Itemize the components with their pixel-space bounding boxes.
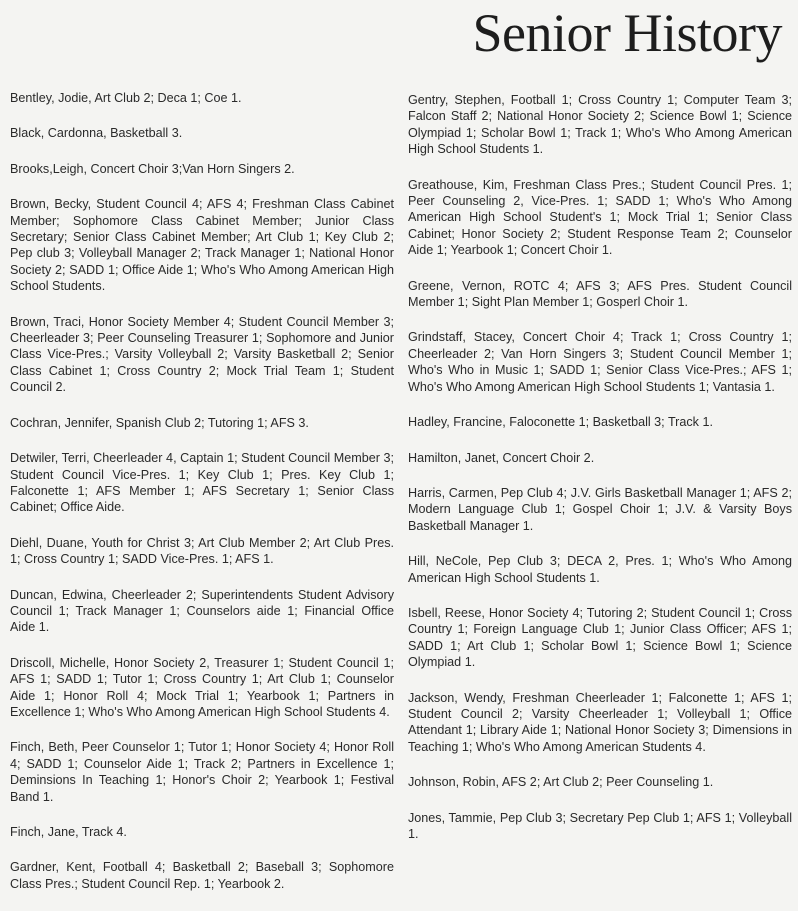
- senior-entry: Finch, Jane, Track 4.: [10, 825, 127, 839]
- senior-entry: Duncan, Edwina, Cheerleader 2; Superintendents Student Advisory Council 1; Track Manager 1; Counselors aide 1; Financial Office Aide 1.: [10, 587, 394, 635]
- senior-entry: Hill, NeCole, Pep Club 3; DECA 2, Pres. 1; Who's Who Among American High School Students 1.: [408, 554, 792, 585]
- senior-entry: Bentley, Jodie, Art Club 2; Deca 1; Coe 1.: [10, 91, 242, 105]
- senior-entry: Cochran, Jennifer, Spanish Club 2; Tutoring 1; AFS 3.: [10, 415, 309, 430]
- senior-entry: Grindstaff, Stacey, Concert Choir 4; Track 1; Cross Country 1; Cheerleader 2; Van Horn Singers 3; Student Council Member 1; Who's Who in Music 1; SADD 1; Senior Class Vice-Pres.; AFS 1; Who's Who Among American High School Students 1; Vantasia 1.: [408, 330, 792, 394]
- senior-entry: Brown, Becky, Student Council 4; AFS 4; Freshman Class Cabinet Member; Sophomore Class Cabinet Member; Junior Class Secretary; Senior Class Cabinet Member; Art Club 1; Key Club 2; Pep club 3; Volleyball Manager 2; Track Manager 1; National Honor Society 2; SADD 1; Office Aide 1; Who's Who Among American High School Students.: [10, 197, 394, 294]
- senior-entry: Black, Cardonna, Basketball 3.: [10, 126, 183, 141]
- senior-entry: Driscoll, Michelle, Honor Society 2, Treasurer 1; Student Council 1; AFS 1; SADD 1; Tutor 1; Cross Country 1; Art Club 1; Counselor Aide 1; Honor Roll 4; Mock Trial 1; Yearbook 1; Partners in Excellence 1; Who's Who Among American High School Students 4.: [10, 655, 394, 719]
- senior-entry: Gardner, Kent, Football 4; Basketball 2; Baseball 3; Sophomore Class Pres.; Student Council Rep. 1; Yearbook 2.: [10, 860, 394, 891]
- senior-entry: Jones, Tammie, Pep Club 3; Secretary Pep Club 1; AFS 1; Volleyball 1.: [408, 810, 792, 841]
- senior-entry: Hamilton, Janet, Concert Choir 2.: [408, 450, 595, 465]
- senior-entry: Diehl, Duane, Youth for Christ 3; Art Club Member 2; Art Club Pres. 1; Cross Country 1; SADD Vice-Pres. 1; AFS 1.: [10, 535, 394, 567]
- senior-entry: Gentry, Stephen, Football 1; Cross Country 1; Computer Team 3; Falcon Staff 2; National Honor Society 2; Science Bowl 1; Science Olympiad 1; Scholar Bowl 1; Track 1; Who's Who Among American High School Students 1.: [408, 93, 792, 157]
- senior-entry: Hadley, Francine, Faloconette 1; Basketball 3; Track 1.: [408, 415, 713, 430]
- page-title: Senior History: [472, 3, 782, 63]
- senior-entry: Isbell, Reese, Honor Society 4; Tutoring 2; Student Council 1; Cross Country 1; Foreign Language Club 1; Junior Class Officer; AFS 1; SADD 1; Art Club 1; Scholar Bowl 1; Science Bowl 1; Science Olympiad 1.: [408, 605, 792, 670]
- senior-entry: Detwiler, Terri, Cheerleader 4, Captain 1; Student Council Member 3; Student Council Vice-Pres. 1; Key Club 1; Pres. Key Club 1; Falconette 1; AFS Member 1; AFS Secretary 1; Senior Class Cabinet; Office Aide.: [10, 451, 394, 515]
- senior-entry: Greathouse, Kim, Freshman Class Pres.; Student Council Pres. 1; Peer Counseling 2, Vice-Pres. 1; SADD 1; Who's Who Among American High School Student's 1; Mock Trial 1; Senior Class Cabinet; Honor Society 2; Student Response Team 2; Counselor Aide 1; Yearbook 1; Concert Choir 1.: [408, 177, 792, 258]
- senior-entry: Brooks,Leigh, Concert Choir 3;Van Horn Singers 2.: [10, 161, 295, 176]
- senior-entry: Jackson, Wendy, Freshman Cheerleader 1; Falconette 1; AFS 1; Student Council 2; Varsity Cheerleader 1; Volleyball 1; Office Attendant 1; Library Aide 1; National Honor Society 3; Dimensions in Teaching 1; Who's Who Among American Students 4.: [408, 690, 792, 754]
- senior-entry: Brown, Traci, Honor Society Member 4; Student Council Member 3; Cheerleader 3; Peer Counseling Treasurer 1; Sophomore and Junior Class Vice-Pres.; Varsity Volleyball 2; Varsity Basketball 2; Senior Class Cabinet 1; Cross Country 2; Mock Trial Team 1; Student Council 2.: [10, 314, 394, 395]
- left-column: [10, 90, 394, 911]
- senior-entry: Harris, Carmen, Pep Club 4; J.V. Girls Basketball Manager 1; AFS 2; Modern Language Club 1; Gospel Choir 1; J.V. & Varsity Boys Basketball Manager 1.: [408, 485, 792, 533]
- senior-entry: Greene, Vernon, ROTC 4; AFS 3; AFS Pres. Student Council Member 1; Sight Plan Member 1; Gosperl Choir 1.: [408, 278, 792, 310]
- senior-entry: Johnson, Robin, AFS 2; Art Club 2; Peer Counseling 1.: [408, 775, 714, 790]
- senior-entry: Finch, Beth, Peer Counselor 1; Tutor 1; Honor Society 4; Honor Roll 4; SADD 1; Counselor Aide 1; Track 2; Partners in Excellence 1; Deminsions In Teaching 1; Honor's Choir 2; Yearbook 1; Festival Band 1.: [10, 740, 394, 804]
- right-column: [408, 92, 792, 861]
